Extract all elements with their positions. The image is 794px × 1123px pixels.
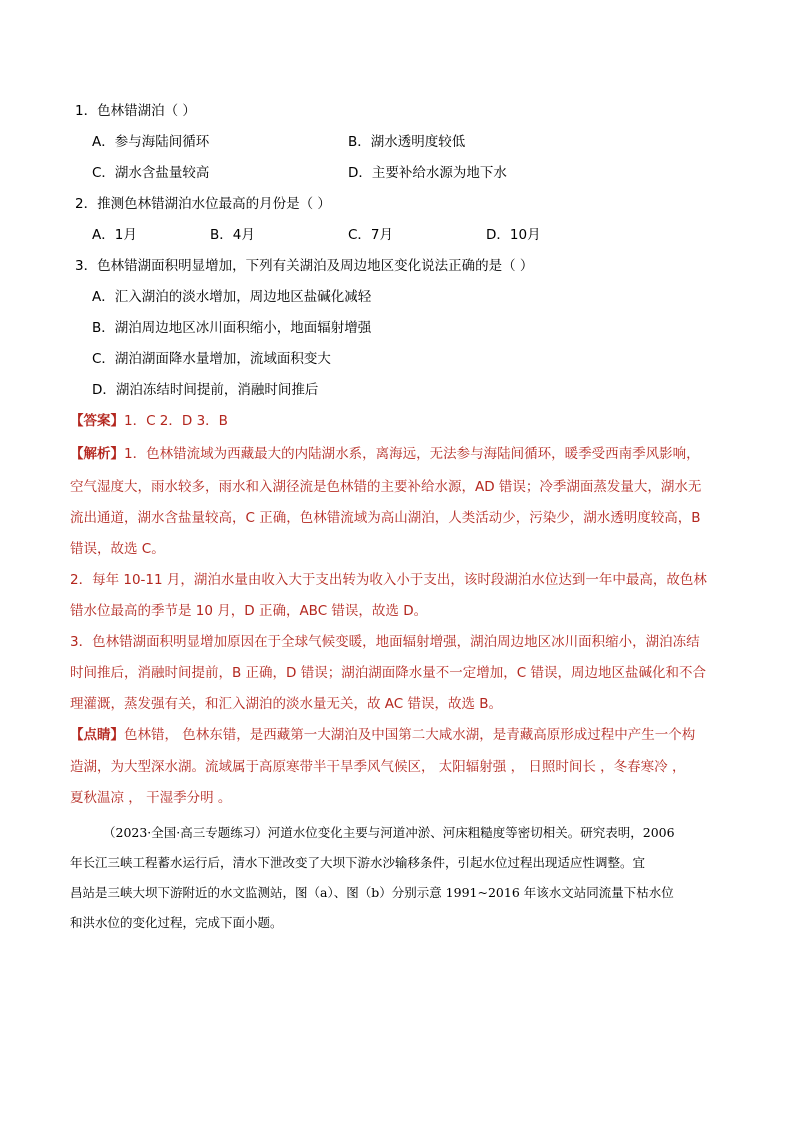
analysis-line-5: 2．每年 10-11 月，湖泊水量由收入大于支出转为收入小于支出，该时段湖泊水位达到一年中最高，故色林 bbox=[70, 572, 707, 588]
note-text-1: 色林错， 色林东错，是西藏第一大湖泊及中国第二大咸水湖，是青藏高原形成过程中产生一个构 bbox=[124, 727, 696, 743]
analysis-line-3: 流出通道，湖水含盐量较高，C 正确，色林错流域为高山湖泊，人类活动少，污染少，湖水透明度较高，B bbox=[70, 510, 701, 526]
note-line-3: 夏秋温凉 ， 干湿季分明 。 bbox=[70, 790, 232, 806]
q1-option-b: B．湖水透明度较低 bbox=[348, 134, 466, 150]
question-3-stem: 3．色林错湖面积明显增加，下列有关湖泊及周边地区变化说法正确的是（ ） bbox=[75, 258, 534, 274]
analysis-line-2: 空气湿度大，雨水较多，雨水和入湖径流是色林错的主要补给水源，AD 错误；冷季湖面蒸发量大，湖水无 bbox=[70, 479, 702, 495]
note-line-2: 造湖，为大型深水湖。流域属于高原寒带半干旱季风气候区， 太阳辐射强 ， 日照时间长 ，冬春寒冷 ， bbox=[70, 759, 686, 775]
analysis-line-9: 理灌溉，蒸发强有关，和汇入湖泊的淡水量无关，故 AC 错误，故选 B。 bbox=[70, 696, 503, 712]
answer-text: 1．C 2．D 3．B bbox=[124, 413, 228, 429]
q3-option-c: C．湖泊湖面降水量增加，流域面积变大 bbox=[92, 351, 331, 367]
analysis-line-7: 3．色林错湖面积明显增加原因在于全球气候变暖，地面辐射增强，湖泊周边地区冰川面积缩小，湖泊冻结 bbox=[70, 634, 700, 650]
passage-line-3: 昌站是三峡大坝下游附近的水文监测站，图（a）、图（b）分别示意 1991~2016 年该水文站同流量下枯水位 bbox=[70, 885, 674, 900]
analysis-line-6: 错水位最高的季节是 10 月，D 正确，ABC 错误，故选 D。 bbox=[70, 603, 428, 619]
analysis-line-4: 错误，故选 C。 bbox=[70, 541, 165, 557]
analysis-tag: 【解析】 bbox=[70, 446, 124, 462]
question-1-stem: 1．色林错湖泊（ ） bbox=[75, 103, 196, 119]
answer-tag: 【答案】 bbox=[70, 413, 124, 429]
q2-option-a: A．1月 bbox=[92, 227, 137, 243]
q3-option-b: B．湖泊周边地区冰川面积缩小，地面辐射增强 bbox=[92, 320, 372, 336]
note-tag: 【点睛】 bbox=[70, 727, 124, 743]
q1-option-c: C．湖水含盐量较高 bbox=[92, 165, 210, 181]
question-2-stem: 2．推测色林错湖泊水位最高的月份是（ ） bbox=[75, 196, 331, 212]
q1-option-a: A．参与海陆间循环 bbox=[92, 134, 210, 150]
analysis-line-8: 时间推后，消融时间提前，B 正确，D 错误；湖泊湖面降水量不一定增加，C 错误，周边地区盐碱化和不合 bbox=[70, 665, 706, 681]
analysis-line-1 bbox=[70, 444, 700, 464]
analysis-text-1: 1．色林错流域为西藏最大的内陆湖水系，离海远，无法参与海陆间循环，暖季受西南季风影响， bbox=[124, 446, 700, 462]
q2-option-b: B．4月 bbox=[210, 227, 255, 243]
passage-line-4: 和洪水位的变化过程，完成下面小题。 bbox=[70, 915, 283, 930]
q2-option-d: D．10月 bbox=[486, 227, 541, 243]
q1-option-d: D．主要补给水源为地下水 bbox=[348, 165, 507, 181]
answer-line bbox=[70, 411, 228, 431]
q3-option-a: A．汇入湖泊的淡水增加，周边地区盐碱化减轻 bbox=[92, 289, 372, 305]
q2-option-c: C．7月 bbox=[348, 227, 394, 243]
passage-line-1: （2023·全国·高三专题练习）河道水位变化主要与河道冲淤、河床粗糙度等密切相关。研究表明，2006 bbox=[103, 825, 675, 840]
note-line-1 bbox=[70, 725, 695, 745]
passage-line-2: 年长江三峡工程蓄水运行后，清水下泄改变了大坝下游水沙输移条件，引起水位过程出现适应性调整。宜 bbox=[70, 855, 646, 870]
q3-option-d: D．湖泊冻结时间提前，消融时间推后 bbox=[92, 382, 319, 398]
